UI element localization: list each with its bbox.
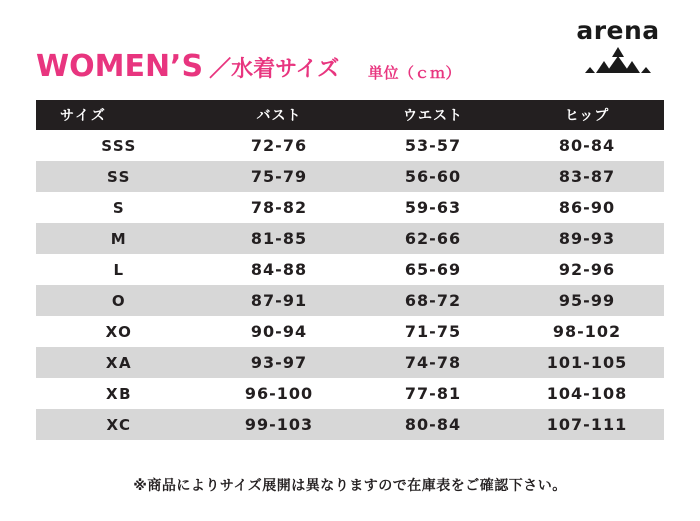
arena-logo-mark-icon [558,47,678,73]
table-row [36,285,664,316]
column-header-hip: ヒップ [510,100,664,130]
table-body [36,130,664,440]
cell-size: XA [36,347,202,378]
brand-name: arena [576,16,660,45]
cell-size: SSS [36,130,202,161]
cell-bust: 93-97 [202,347,356,378]
table-row [36,316,664,347]
cell-hip: 83-87 [510,161,664,192]
table-row [36,130,664,161]
table-row [36,347,664,378]
cell-waist: 77-81 [356,378,510,409]
cell-size: SS [36,161,202,192]
cell-hip: 104-108 [510,378,664,409]
page-title [36,49,340,84]
cell-hip: 86-90 [510,192,664,223]
cell-hip: 95-99 [510,285,664,316]
footnote: ※商品によりサイズ展開は異なりますので在庫表をご確認下さい。 [133,478,567,494]
cell-waist: 74-78 [356,347,510,378]
cell-waist: 68-72 [356,285,510,316]
column-header-bust: バスト [202,100,356,130]
page-title-sub: ／水着サイズ [209,57,340,82]
cell-size: XB [36,378,202,409]
cell-waist: 65-69 [356,254,510,285]
cell-hip: 92-96 [510,254,664,285]
table-row [36,192,664,223]
cell-bust: 72-76 [202,130,356,161]
cell-size: O [36,285,202,316]
cell-bust: 87-91 [202,285,356,316]
table-row [36,409,664,440]
table-row [36,223,664,254]
size-table [36,100,664,440]
cell-waist: 59-63 [356,192,510,223]
cell-bust: 81-85 [202,223,356,254]
cell-waist: 53-57 [356,130,510,161]
cell-waist: 62-66 [356,223,510,254]
table-header [36,100,664,130]
cell-hip: 80-84 [510,130,664,161]
table-header-row [36,100,664,130]
cell-size: M [36,223,202,254]
cell-waist: 56-60 [356,161,510,192]
cell-hip: 107-111 [510,409,664,440]
cell-waist: 80-84 [356,409,510,440]
cell-size: XC [36,409,202,440]
cell-waist: 71-75 [356,316,510,347]
cell-bust: 90-94 [202,316,356,347]
cell-bust: 78-82 [202,192,356,223]
page-title-main: WOMEN’S [36,49,204,84]
cell-hip: 101-105 [510,347,664,378]
unit-note: 単位（ｃｍ） [368,64,462,82]
table-row [36,378,664,409]
cell-hip: 89-93 [510,223,664,254]
brand-logo [558,18,678,73]
cell-bust: 75-79 [202,161,356,192]
column-header-waist: ウエスト [356,100,510,130]
cell-bust: 96-100 [202,378,356,409]
cell-size: L [36,254,202,285]
table-row [36,254,664,285]
cell-hip: 98-102 [510,316,664,347]
column-header-size: サイズ [36,100,202,130]
cell-bust: 99-103 [202,409,356,440]
cell-size: XO [36,316,202,347]
cell-size: S [36,192,202,223]
cell-bust: 84-88 [202,254,356,285]
table-row [36,161,664,192]
